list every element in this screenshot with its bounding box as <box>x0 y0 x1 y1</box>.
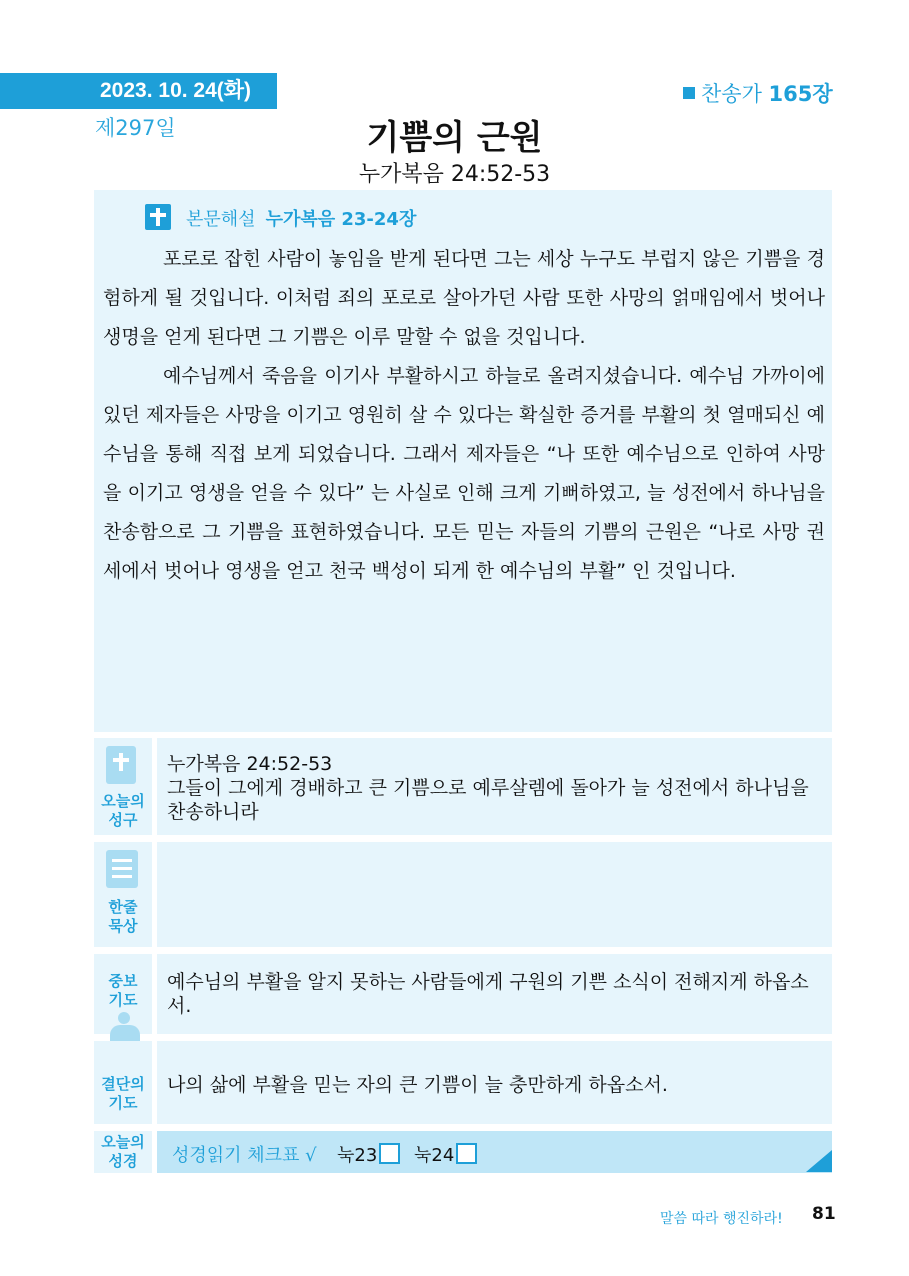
reading-item-label: 눅23 <box>337 1145 378 1166</box>
reading-item-luke24[interactable] <box>414 1141 477 1167</box>
resolution-side <box>94 1041 152 1124</box>
intercession-label-1: 중보 <box>108 972 138 990</box>
today-verse-label-2: 성구 <box>108 811 138 829</box>
hymn-number: 165장 <box>768 82 833 106</box>
resolution-label-2: 기도 <box>108 1094 138 1112</box>
reading-side <box>94 1131 152 1173</box>
square-bullet-icon <box>683 87 695 99</box>
date-text: 2023. 10. 24(화) <box>100 79 252 102</box>
date-banner <box>0 73 277 109</box>
commentary-paragraph: 포로로 잡힌 사람이 놓임을 받게 된다면 그는 세상 누구도 부럽지 않은 기쁨을 경험하게 될 것입니다. 이처럼 죄의 포로로 살아가던 사람 또한 사망의 얽매임에서 벗어나 생명을 얻게 된다면 그 기쁨은 이루 말할 수 없을 것입니다. <box>103 248 825 348</box>
meditation-label-1: 한줄 <box>108 898 138 916</box>
footer-motto: 말씀 따라 행진하라! <box>660 1211 783 1227</box>
today-verse-box <box>157 738 832 835</box>
hymn-prefix: 찬송가 <box>701 82 762 106</box>
reading-check-label: 성경읽기 체크표 √ <box>172 1145 317 1166</box>
today-verse-side <box>94 738 152 835</box>
reading-label-1: 오늘의 <box>101 1133 145 1151</box>
intercession-text: 예수님의 부활을 알지 못하는 사람들에게 구원의 기쁜 소식이 전해지게 하옵소서. <box>167 971 809 1017</box>
hymn-reference <box>683 78 833 108</box>
page-number: 81 <box>812 1204 836 1224</box>
page-title: 기쁨의 근원 <box>366 118 543 158</box>
scripture-reference: 누가복음 24:52-53 <box>358 162 551 187</box>
intercession-side <box>94 954 152 1034</box>
meditation-label-2: 묵상 <box>108 917 138 935</box>
checklist-icon <box>106 850 138 888</box>
commentary-reference: 누가복음 23-24장 <box>265 209 417 230</box>
reading-item-luke23[interactable] <box>337 1141 400 1167</box>
intercession-box <box>157 954 832 1034</box>
commentary-paragraph: 예수님께서 죽음을 이기사 부활하시고 하늘로 올려지셨습니다. 예수님 가까이에 있던 제자들은 사망을 이기고 영원히 살 수 있다는 확실한 증거를 부활의 첫 열매되신 예수님을 통해 직접 보게 되었습니다. 그래서 제자들은 “나 또한 예수님으로 인하여 사망을 이기고 영생을 얻을 수 있다” 는 사실로 인해 크게 기뻐하였고, 늘 성전에서 하나님을 찬송함으로 그 기쁨을 표현하였습니다. 모든 믿는 자들의 기쁨의 근원은 “나로 사망 권세에서 벗어나 영생을 얻고 천국 백성이 되게 한 예수님의 부활” 인 것입니다. <box>103 365 825 582</box>
checkbox[interactable] <box>379 1143 400 1164</box>
resolution-text: 나의 삶에 부활을 믿는 자의 큰 기쁨이 늘 충만하게 하옵소서. <box>167 1074 668 1096</box>
commentary-body <box>103 240 825 591</box>
resolution-box <box>157 1041 832 1124</box>
today-verse-text: 그들이 그에게 경배하고 큰 기쁨으로 예루살렘에 돌아가 늘 성전에서 하나님을 찬송하니라 <box>167 777 809 823</box>
corner-triangle-icon <box>806 1150 832 1172</box>
reading-label-2: 성경 <box>108 1152 138 1170</box>
today-verse-label-1: 오늘의 <box>101 792 145 810</box>
today-verse-reference: 누가복음 24:52-53 <box>167 753 333 775</box>
cross-icon <box>145 204 171 230</box>
resolution-label-1: 결단의 <box>101 1075 145 1093</box>
intercession-label-2: 기도 <box>108 991 138 1009</box>
meditation-box[interactable] <box>157 842 832 947</box>
checkbox[interactable] <box>456 1143 477 1164</box>
day-count: 제297일 <box>95 116 176 140</box>
meditation-side <box>94 842 152 947</box>
praying-person-icon <box>108 1012 140 1042</box>
reading-item-label: 눅24 <box>414 1145 455 1166</box>
commentary-heading <box>186 205 416 231</box>
commentary-label: 본문해설 <box>186 209 256 230</box>
bible-icon <box>106 746 136 784</box>
